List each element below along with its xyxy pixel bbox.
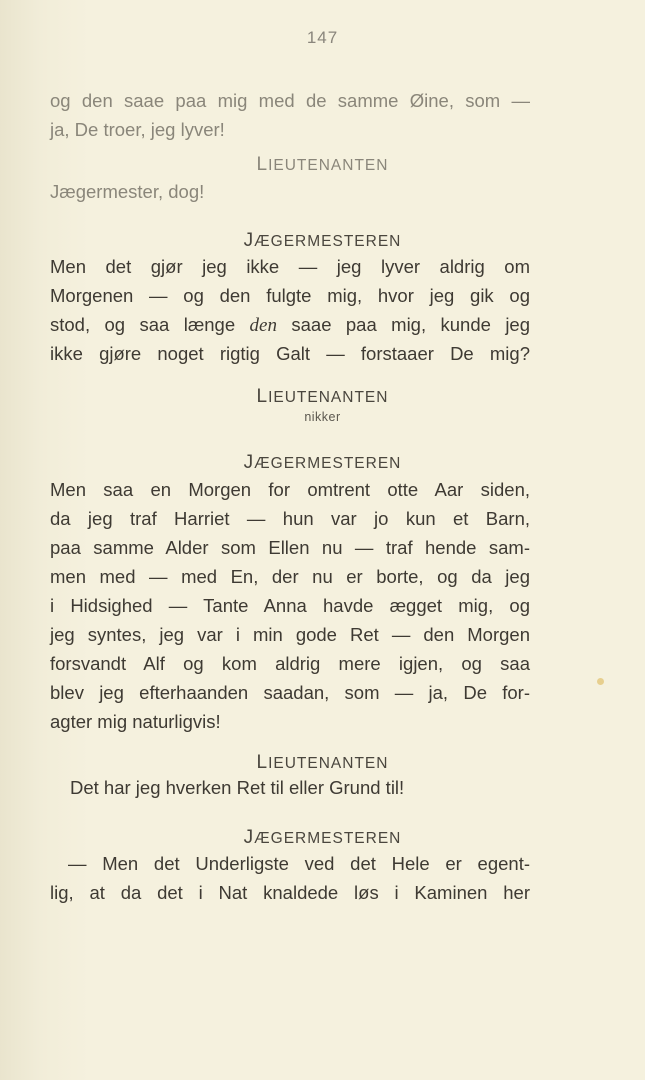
text-line: Morgenen — og den fulgte mig, hvor jeg gik og [50,285,530,306]
stage-direction: nikker [304,410,341,424]
text-line: Jægermester, dog! [50,181,205,202]
speaker-jaegermester: JÆGERMESTEREN [243,230,402,251]
text-line: lig, at da det i Nat knaldede løs i Kaminen her [50,882,530,903]
paragraph-3 [50,252,530,368]
text-line: da jeg traf Harriet — hun var jo kun et Barn, [50,508,530,529]
text-segment: saae paa mig, kunde jeg [276,314,531,335]
speaker-lieutenant: LIEUTENANTEN [256,752,389,773]
text-line: ja, De troer, jeg lyver! [50,119,225,140]
paragraph-5 [70,773,510,802]
text-line: ikke gjøre noget rigtig Galt — forstaaer De mig? [50,343,530,364]
paragraph-1 [50,86,530,144]
speaker-lieutenant: LIEUTENANTEN [256,386,389,407]
paper-stain [597,678,604,685]
text-line: Men saa en Morgen for omtrent otte Aar siden, [50,479,530,500]
speaker-lieutenant: LIEUTENANTEN [256,154,389,175]
italic-word: den [249,315,277,336]
speaker-jaegermester: JÆGERMESTEREN [243,827,402,848]
text-line: og den saae paa mig med de samme Øine, som — [50,90,530,111]
text-segment: stod, og saa længe [50,314,250,335]
text-line: jeg syntes, jeg var i min gode Ret — den Morgen [50,624,530,645]
paragraph-4 [50,475,530,736]
paragraph-6 [50,849,530,907]
speaker-jaegermester: JÆGERMESTEREN [243,452,402,473]
text-line: Men det gjør jeg ikke — jeg lyver aldrig om [50,256,530,277]
text-line: men med — med En, der nu er borte, og da jeg [50,566,530,587]
text-line: blev jeg efterhaanden saadan, som — ja, De for- [50,682,530,703]
text-line: agter mig naturligvis! [50,711,221,732]
text-line [50,310,530,339]
page-number: 147 [306,28,339,47]
text-line: paa samme Alder som Ellen nu — traf hende sam- [50,537,530,558]
paragraph-2 [50,177,530,206]
text-line: Det har jeg hverken Ret til eller Grund til! [70,777,405,798]
text-line: i Hidsighed — Tante Anna havde ægget mig, og [50,595,530,616]
text-line: — Men det Underligste ved det Hele er egent- [68,853,530,874]
text-line: forsvandt Alf og kom aldrig mere igjen, og saa [50,653,530,674]
